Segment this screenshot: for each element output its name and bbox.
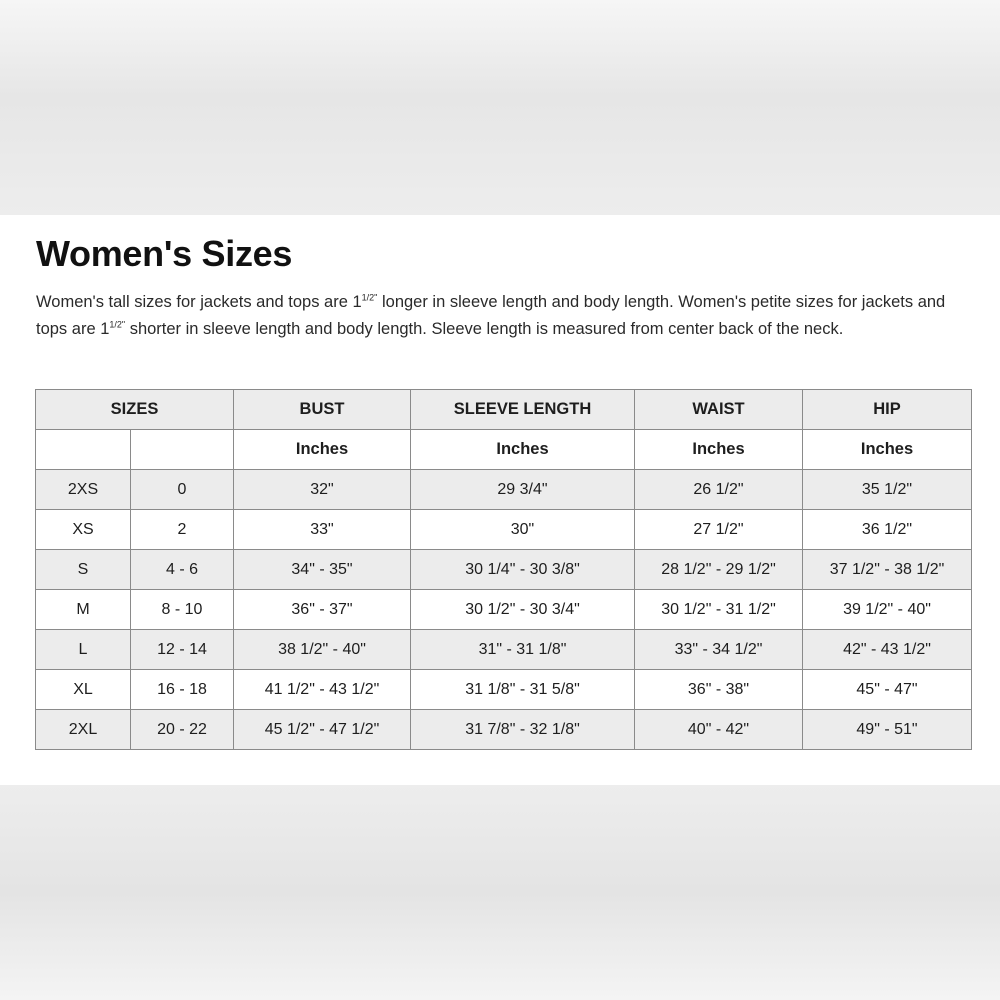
- cell-sleeve-length: 29 3/4": [411, 470, 635, 510]
- cell-size-label: 2XL: [36, 710, 131, 750]
- cell-bust: 33": [234, 510, 411, 550]
- cell-waist: 28 1/2" - 29 1/2": [635, 550, 803, 590]
- cell-waist: 30 1/2" - 31 1/2": [635, 590, 803, 630]
- units-cell-hip: Inches: [803, 430, 972, 470]
- table-row: [36, 630, 972, 670]
- size-table: [35, 389, 972, 750]
- table-row: [36, 670, 972, 710]
- cell-sleeve-length: 30": [411, 510, 635, 550]
- units-cell-sleeve-length: Inches: [411, 430, 635, 470]
- cell-size-label: S: [36, 550, 131, 590]
- cell-bust: 34" - 35": [234, 550, 411, 590]
- cell-size-number: 20 - 22: [131, 710, 234, 750]
- page-title: Women's Sizes: [36, 233, 293, 274]
- description-superscript-1: 1/2": [361, 292, 378, 303]
- cell-hip: 49" - 51": [803, 710, 972, 750]
- table-row: [36, 710, 972, 750]
- units-cell-waist: Inches: [635, 430, 803, 470]
- table-units-row: [36, 430, 972, 470]
- description-text-1: Women's tall sizes for jackets and tops are 1: [36, 293, 362, 311]
- units-cell-bust: Inches: [234, 430, 411, 470]
- cell-size-label: 2XS: [36, 470, 131, 510]
- cell-waist: 36" - 38": [635, 670, 803, 710]
- cell-size-label: L: [36, 630, 131, 670]
- cell-size-number: 4 - 6: [131, 550, 234, 590]
- cell-size-label: M: [36, 590, 131, 630]
- cell-size-label: XL: [36, 670, 131, 710]
- cell-bust: 41 1/2" - 43 1/2": [234, 670, 411, 710]
- cell-hip: 42" - 43 1/2": [803, 630, 972, 670]
- column-header-hip: HIP: [803, 390, 972, 430]
- table-header-row: [36, 390, 972, 430]
- cell-bust: 32": [234, 470, 411, 510]
- cell-hip: 39 1/2" - 40": [803, 590, 972, 630]
- description-text-3: shorter in sleeve length and body length. Sleeve length is measured from center back of the neck.: [125, 320, 844, 338]
- cell-size-number: 16 - 18: [131, 670, 234, 710]
- background-top: [0, 0, 1000, 215]
- size-description: [36, 289, 971, 343]
- table-row: [36, 550, 972, 590]
- units-cell-empty: [131, 430, 234, 470]
- cell-size-number: 8 - 10: [131, 590, 234, 630]
- units-cell-empty: [36, 430, 131, 470]
- cell-hip: 45" - 47": [803, 670, 972, 710]
- cell-waist: 33" - 34 1/2": [635, 630, 803, 670]
- cell-sleeve-length: 31" - 31 1/8": [411, 630, 635, 670]
- cell-waist: 40" - 42": [635, 710, 803, 750]
- cell-size-number: 12 - 14: [131, 630, 234, 670]
- cell-sleeve-length: 30 1/4" - 30 3/8": [411, 550, 635, 590]
- cell-size-number: 0: [131, 470, 234, 510]
- column-header-waist: WAIST: [635, 390, 803, 430]
- column-header-sleeve-length: SLEEVE LENGTH: [411, 390, 635, 430]
- column-header-bust: BUST: [234, 390, 411, 430]
- cell-sleeve-length: 31 1/8" - 31 5/8": [411, 670, 635, 710]
- description-text-2: longer in sleeve length and body length. Women's petite sizes for jackets and tops are 1: [36, 293, 946, 338]
- cell-bust: 36" - 37": [234, 590, 411, 630]
- column-header-sizes: SIZES: [36, 390, 234, 430]
- cell-size-number: 2: [131, 510, 234, 550]
- cell-hip: 37 1/2" - 38 1/2": [803, 550, 972, 590]
- background-bottom: [0, 785, 1000, 1000]
- table-row: [36, 470, 972, 510]
- cell-hip: 36 1/2": [803, 510, 972, 550]
- cell-bust: 38 1/2" - 40": [234, 630, 411, 670]
- size-chart-card: [0, 215, 1000, 785]
- table-row: [36, 590, 972, 630]
- table-row: [36, 510, 972, 550]
- cell-waist: 27 1/2": [635, 510, 803, 550]
- description-superscript-2: 1/2": [109, 319, 126, 330]
- cell-hip: 35 1/2": [803, 470, 972, 510]
- cell-waist: 26 1/2": [635, 470, 803, 510]
- cell-sleeve-length: 30 1/2" - 30 3/4": [411, 590, 635, 630]
- cell-bust: 45 1/2" - 47 1/2": [234, 710, 411, 750]
- cell-sleeve-length: 31 7/8" - 32 1/8": [411, 710, 635, 750]
- cell-size-label: XS: [36, 510, 131, 550]
